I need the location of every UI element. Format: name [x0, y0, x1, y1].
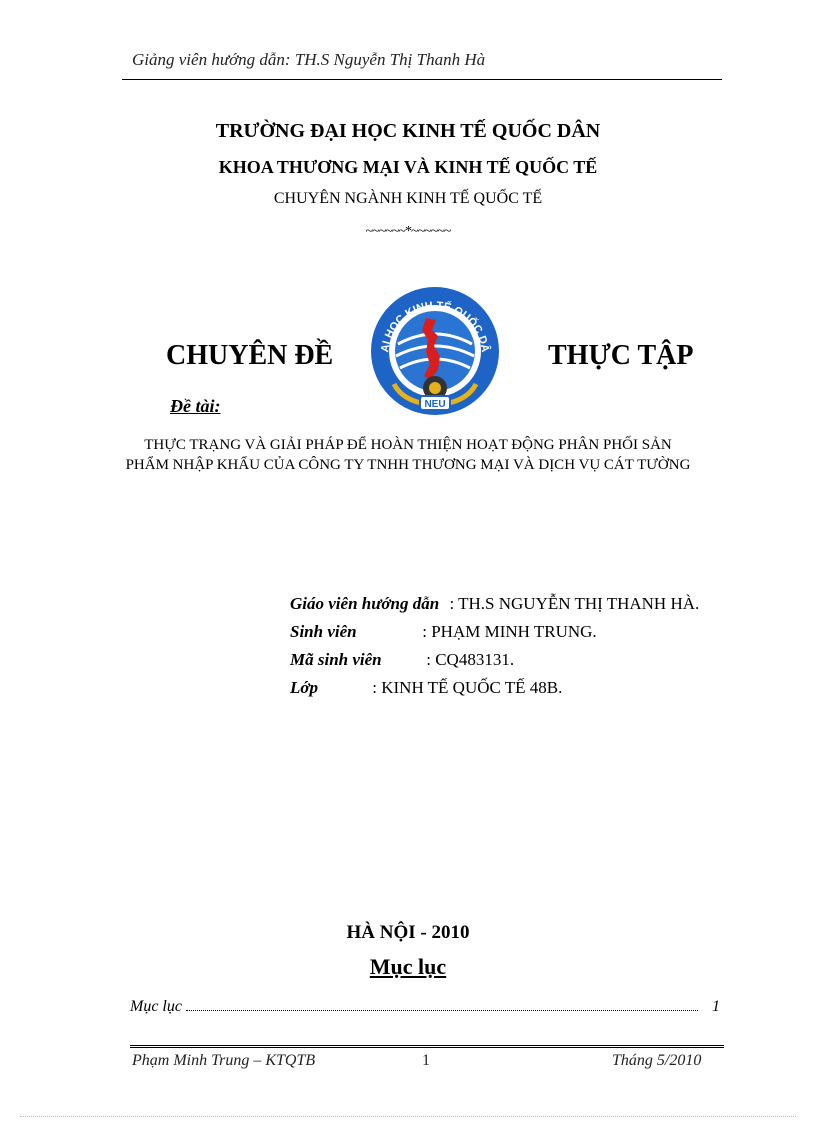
faculty-name: KHOA THƯƠNG MẠI VÀ KINH TẾ QUỐC TẾ	[218, 157, 598, 177]
topic-line-2: PHẨM NHẬP KHẨU CỦA CÔNG TY TNHH THƯƠNG MẠI VÀ DỊCH VỤ CÁT TƯỜNG	[125, 457, 691, 473]
footer-author: Phạm Minh Trung – KTQTB	[132, 1052, 316, 1069]
advisor-value: : TH.S NGUYỄN THỊ THANH HÀ.	[449, 594, 700, 613]
student-row	[290, 622, 597, 642]
title-right: THỰC TẬP	[548, 340, 694, 371]
place-year: HÀ NỘI - 2010	[346, 922, 470, 943]
student-label: Sinh viên	[290, 622, 357, 641]
student-id-row	[290, 650, 514, 670]
logo-badge: NEU	[424, 399, 446, 410]
footer-page-number: 1	[422, 1052, 430, 1069]
major-name: CHUYÊN NGÀNH KINH TẾ QUỐC TẾ	[273, 190, 543, 207]
student-value: : PHẠM MINH TRUNG.	[422, 622, 597, 641]
student-id-value: : CQ483131.	[426, 650, 515, 669]
ornament-divider: ~~~~~~*~~~~~~	[365, 224, 451, 239]
topic-text	[0, 435, 816, 475]
toc-title: Mục lục	[369, 954, 447, 979]
title-left: CHUYÊN ĐỀ	[166, 340, 334, 371]
advisor-row	[290, 594, 699, 614]
advisor-label: Giáo viên hướng dẫn	[290, 594, 440, 613]
toc-entry-label: Mục lục	[130, 998, 182, 1015]
toc-entry-page: 1	[712, 998, 720, 1015]
header-divider	[122, 79, 722, 80]
university-logo	[368, 284, 502, 418]
footer-divider	[130, 1045, 724, 1048]
class-label: Lớp	[290, 678, 319, 697]
toc-leader-dots	[186, 1009, 698, 1011]
logo-ring-text: ẠI HỌC KINH TẾ QUỐC DÂ	[379, 299, 491, 354]
class-value: : KINH TẾ QUỐC TẾ 48B.	[372, 678, 563, 697]
student-id-label: Mã sinh viên	[290, 650, 382, 669]
page-bottom-border	[20, 1116, 796, 1117]
running-header: Giảng viên hướng dẫn: TH.S Nguyễn Thị Thanh Hà	[132, 50, 486, 69]
footer-date: Tháng 5/2010	[612, 1052, 702, 1069]
class-row	[290, 678, 562, 698]
topic-label: Đề tài:	[170, 396, 221, 416]
university-name: TRƯỜNG ĐẠI HỌC KINH TẾ QUỐC DÂN	[215, 120, 601, 142]
topic-line-1: THỰC TRẠNG VÀ GIẢI PHÁP ĐỂ HOÀN THIỆN HOẠT ĐỘNG PHÂN PHỐI SẢN	[144, 437, 672, 453]
toc-entry[interactable]	[130, 998, 720, 1016]
